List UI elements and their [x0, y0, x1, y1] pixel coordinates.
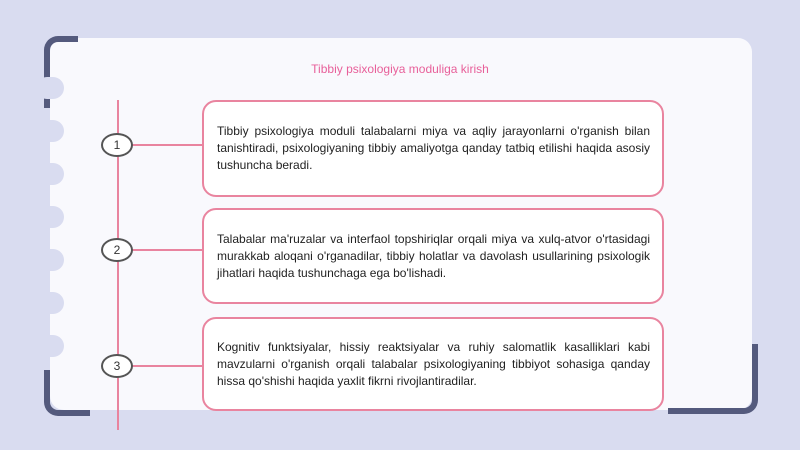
timeline-connector [132, 365, 204, 367]
step-text-1: Tibbiy psixologiya moduli talabalarni miya va aqliy jarayonlarni o'rganish bilan tanishtiradi, psixologiyaning tibbiy amaliyotga qanday tatbiq etilishi haqida asosiy tushuncha beradi. [217, 124, 650, 172]
step-box-2 [202, 208, 664, 304]
step-box-3 [202, 317, 664, 411]
corner-bracket-bottom-left [44, 370, 90, 416]
slide-title: Tibbiy psixologiya moduliga kirish [311, 62, 489, 76]
notebook-hole [36, 163, 64, 185]
notebook-hole [36, 249, 64, 271]
notebook-hole [36, 120, 64, 142]
notebook-hole [36, 206, 64, 228]
step-text-2: Talabalar ma'ruzalar va interfaol topshiriqlar orqali miya va xulq-atvor o'rtasidagi murakkab aloqani o'rganadilar, tibbiy holatlar va davolash usullarining psixologik jihatlari haqida tushunchaga ega bo'lishadi. [217, 231, 650, 280]
notebook-hole [36, 292, 64, 314]
step-box-1 [202, 100, 664, 197]
step-number-3: 3 [101, 354, 133, 378]
timeline-connector [132, 249, 204, 251]
step-number-2: 2 [101, 238, 133, 262]
notebook-hole [36, 335, 64, 357]
notebook-hole [36, 77, 64, 99]
timeline-connector [132, 144, 204, 146]
corner-bracket-bottom-right [668, 344, 758, 414]
step-text-3: Kognitiv funktsiyalar, hissiy reaktsiyalar va ruhiy salomatlik kasalliklari kabi mavzularni o'rganish orqali talabalar psixologiyaning tibbiyot sohasiga qanday hissa qo'shishi haqida yaxlit fikrni rivojlantiradilar. [217, 339, 650, 388]
step-number-1: 1 [101, 133, 133, 157]
